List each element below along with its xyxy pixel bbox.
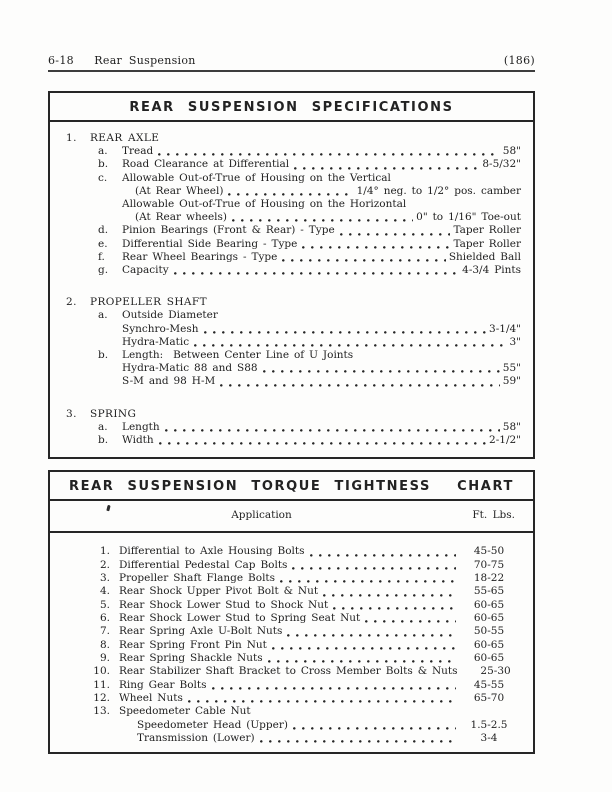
row-label: Transmission (Lower): [137, 732, 255, 745]
torque-row: [66, 545, 519, 558]
dot-leader: [188, 700, 456, 703]
page-number: (186): [503, 54, 535, 67]
row-value: 3-4: [480, 732, 498, 745]
dot-leader: [204, 331, 486, 334]
section-number: 3.: [66, 407, 77, 420]
torque-row: [66, 665, 519, 678]
item-letter: e.: [98, 237, 108, 250]
item-label: Differential Side Bearing - Type: [122, 237, 298, 250]
item-label: Allowable Out-of-True of Housing on the Vertical: [122, 171, 391, 184]
torque-row: [66, 625, 519, 638]
spec-row: [66, 336, 521, 349]
item-letter: a.: [98, 145, 108, 158]
dot-leader: [194, 344, 506, 347]
row-label: Propeller Shaft Flange Bolts: [119, 571, 276, 584]
item-label: Capacity: [122, 264, 169, 277]
row-value: 60-65: [473, 598, 505, 611]
section-number: 1.: [66, 132, 77, 144]
item-value: 1/4° neg. to 1/2° pos. camber: [356, 184, 521, 197]
spec-row: [66, 211, 521, 224]
item-value: Shielded Ball: [448, 250, 521, 263]
dot-leader: [280, 580, 456, 583]
section-heading: [66, 408, 521, 421]
item-letter: b.: [98, 158, 109, 171]
spec-section-spring: [66, 408, 521, 448]
spec-box-title: REAR SUSPENSION SPECIFICATIONS: [50, 93, 533, 122]
row-number: 1.: [99, 545, 110, 558]
spec-row: [66, 145, 521, 158]
dot-leader: [287, 634, 456, 637]
dot-leader: [282, 259, 445, 262]
dot-leader: [165, 429, 500, 432]
row-value: 60-65: [473, 652, 505, 665]
row-label: Differential to Axle Housing Bolts: [119, 545, 305, 558]
dot-leader: [293, 727, 456, 730]
torque-row: [66, 639, 519, 652]
dot-leader: [340, 233, 451, 236]
torque-box: [48, 470, 535, 754]
item-label: Hydra-Matic: [122, 335, 190, 348]
row-label: Speedometer Head (Upper): [137, 718, 288, 731]
section-title: PROPELLER SHAFT: [90, 296, 207, 309]
dot-leader: [333, 607, 456, 610]
item-label: Road Clearance at Differential: [122, 158, 290, 171]
item-label: Outside Diameter: [122, 309, 218, 322]
item-label: Pinion Bearings (Front & Rear) - Type: [122, 224, 335, 237]
item-value: Taper Roller: [453, 224, 521, 237]
section-number: 2.: [66, 296, 77, 309]
spec-row: [66, 349, 521, 362]
row-label: Differential Pedestal Cap Bolts: [119, 558, 288, 571]
item-letter: f.: [98, 250, 105, 263]
row-number: [66, 732, 110, 745]
page-content: [48, 54, 535, 754]
spec-box-body: [50, 122, 533, 457]
item-letter: g.: [98, 264, 109, 277]
section-heading: [66, 132, 521, 145]
dot-leader: [365, 620, 456, 623]
row-number: 9.: [99, 652, 110, 665]
row-value: 1.5-2.5: [470, 718, 508, 731]
row-label: Speedometer Cable Nut: [119, 705, 251, 718]
row-number: 12.: [93, 692, 110, 705]
row-number: 8.: [99, 638, 110, 651]
item-label: Hydra-Matic 88 and S88: [122, 362, 258, 375]
dot-leader: [294, 167, 479, 170]
row-number: 7.: [99, 625, 110, 638]
dot-leader: [220, 384, 500, 387]
torque-row: [66, 652, 519, 665]
row-value: 65-70: [473, 692, 505, 705]
torque-row: [66, 692, 519, 705]
row-number: 13.: [93, 705, 110, 718]
item-letter: d.: [98, 224, 109, 237]
row-value: 60-65: [473, 638, 505, 651]
dot-leader: [272, 647, 456, 650]
row-number: 10.: [93, 665, 110, 678]
row-number: 4.: [99, 585, 110, 598]
item-label: Width: [122, 434, 154, 447]
item-value: 2-1/2": [489, 434, 521, 447]
dot-leader: [323, 594, 456, 597]
row-number: 5.: [99, 598, 110, 611]
item-letter: b.: [98, 349, 109, 362]
header-section-title: 6-18 Rear Suspension: [48, 54, 196, 67]
item-label: Length: [122, 420, 160, 433]
page-header: [48, 54, 535, 72]
item-value: 3-1/4": [489, 322, 521, 335]
dot-leader: [263, 370, 500, 373]
ftlbs-column-header: Ft. Lbs.: [472, 509, 515, 522]
torque-row: [66, 585, 519, 598]
spec-box: [48, 91, 535, 459]
row-value: 55-65: [473, 585, 505, 598]
item-value: Taper Roller: [453, 237, 521, 250]
dot-leader: [158, 153, 500, 156]
item-value: 4-3/4 Pints: [462, 264, 521, 277]
dot-leader: [260, 740, 456, 743]
row-value: 45-55: [473, 678, 505, 691]
item-label: Rear Wheel Bearings - Type: [122, 250, 278, 263]
row-label: Rear Shock Lower Stud to Spring Seat Nut: [119, 611, 361, 624]
dot-leader: [302, 246, 450, 249]
spec-row: [66, 375, 521, 388]
row-label: Rear Stabilizer Shaft Bracket to Cross Member Bolts & Nuts: [119, 665, 458, 678]
torque-row: [66, 719, 519, 732]
row-number: 11.: [93, 678, 110, 691]
dot-leader: [228, 193, 353, 196]
row-number: [66, 719, 110, 732]
spec-row: [66, 172, 521, 185]
item-value: 59": [502, 375, 521, 388]
dot-leader: [310, 554, 457, 557]
spec-row: [66, 362, 521, 375]
item-letter: a.: [98, 420, 108, 433]
spec-row: [66, 185, 521, 198]
torque-row: [66, 679, 519, 692]
dot-leader: [268, 660, 456, 663]
row-label: Rear Shock Upper Pivot Bolt & Nut: [119, 585, 319, 598]
torque-row: [66, 599, 519, 612]
section-title: REAR AXLE: [90, 132, 160, 144]
section-heading: [66, 296, 521, 309]
spec-row: [66, 309, 521, 322]
row-number: 6.: [99, 611, 110, 624]
row-value: 70-75: [473, 558, 505, 571]
item-label: Allowable Out-of-True of Housing on the Horizontal: [122, 198, 407, 211]
row-number: 3.: [99, 571, 110, 584]
item-letter: c.: [98, 171, 108, 184]
dot-leader: [292, 567, 456, 570]
torque-row: [66, 705, 519, 718]
spec-row: [66, 264, 521, 277]
item-value: 0" to 1/16" Toe-out: [416, 211, 521, 224]
item-letter: a.: [98, 309, 108, 322]
item-value: 55": [502, 362, 521, 375]
item-label: Tread: [122, 145, 154, 158]
item-label: Synchro-Mesh: [122, 322, 199, 335]
item-value: 58": [502, 145, 521, 158]
row-label: Rear Shock Lower Stud to Shock Nut: [119, 598, 329, 611]
item-value: 8-5/32": [482, 158, 521, 171]
row-label: Rear Spring Front Pin Nut: [119, 638, 267, 651]
row-number: 2.: [99, 558, 110, 571]
spec-section-propeller-shaft: [66, 296, 521, 388]
spec-row: [66, 198, 521, 211]
torque-row: [66, 732, 519, 745]
spec-row: [66, 434, 521, 447]
torque-box-title: REAR SUSPENSION TORQUE TIGHTNESS CHART: [50, 472, 533, 501]
item-value: 3": [509, 335, 521, 348]
section-title: SPRING: [90, 407, 137, 420]
spec-row: [66, 224, 521, 237]
torque-row: [66, 559, 519, 572]
torque-table-header: [50, 501, 533, 533]
item-label: (At Rear Wheel): [135, 184, 224, 197]
row-label: Rear Spring Shackle Nuts: [119, 652, 263, 665]
row-value: 60-65: [473, 611, 505, 624]
row-value: 50-55: [473, 625, 505, 638]
row-value: 25-30: [480, 665, 511, 678]
item-label: S-M and 98 H-M: [122, 375, 216, 388]
row-label: Ring Gear Bolts: [119, 678, 207, 691]
item-label: Length: Between Center Line of U Joints: [122, 349, 354, 362]
application-column-header: Application: [231, 509, 292, 522]
row-label: Wheel Nuts: [119, 692, 183, 705]
spec-section-rear-axle: [66, 132, 521, 277]
row-value: 45-50: [473, 545, 505, 558]
spec-row: [66, 323, 521, 336]
torque-table-body: [50, 533, 533, 752]
torque-row: [66, 572, 519, 585]
spec-row: [66, 251, 521, 264]
dot-leader: [174, 272, 459, 275]
row-label: Rear Spring Axle U-Bolt Nuts: [119, 625, 283, 638]
row-value: 18-22: [473, 571, 505, 584]
torque-row: [66, 612, 519, 625]
item-value: 58": [502, 420, 521, 433]
dot-leader: [232, 219, 413, 222]
item-label: (At Rear wheels): [135, 211, 228, 224]
spec-row: [66, 158, 521, 171]
spec-row: [66, 238, 521, 251]
spec-row: [66, 421, 521, 434]
item-letter: b.: [98, 434, 109, 447]
dot-leader: [212, 687, 456, 690]
dot-leader: [159, 442, 486, 445]
